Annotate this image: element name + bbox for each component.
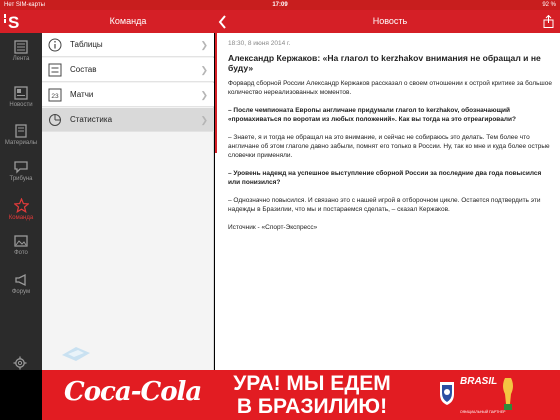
articles-icon <box>14 124 28 138</box>
chat-icon <box>14 160 28 174</box>
article-question: – Уровень надежд на успешное выступление сборной России за последние два года повысился или понизился? <box>228 170 542 186</box>
brand-logo: Coca-Cola <box>64 377 202 407</box>
article-title: Александр Кержаков: «На глагол to kerzhakov внимания не обращал и не буду» <box>228 53 541 73</box>
scroll-indicator <box>215 33 217 153</box>
status-bar <box>0 0 560 10</box>
football-union-crest-icon <box>438 380 456 406</box>
page-title: Новость <box>372 16 408 26</box>
team-menu-panel <box>42 33 214 370</box>
sidebar-item-label: Форум <box>11 289 31 295</box>
sidebar-item-label: Команда <box>8 215 34 221</box>
sidebar-item-feed[interactable] <box>0 35 42 75</box>
menu-item-matches[interactable] <box>42 83 214 107</box>
partner-text: ОФИЦИАЛЬНЫЙ ПАРТНЕР <box>460 410 506 414</box>
menu-item-roster[interactable] <box>42 58 214 82</box>
menu-item-label: Матчи <box>70 90 94 99</box>
watermark-logo <box>58 343 98 365</box>
sidebar-item-forum[interactable] <box>0 268 42 308</box>
brasil-logo-text: BRASIL <box>460 376 498 387</box>
menu-item-tables[interactable] <box>42 33 214 57</box>
photo-icon <box>14 234 28 248</box>
trophy-icon <box>500 376 516 414</box>
carrier-label: Нет SIM-карты <box>4 2 45 8</box>
sidebar-item-articles[interactable] <box>0 119 42 159</box>
sidebar-item-tribune[interactable] <box>0 155 42 195</box>
list-icon <box>48 63 62 77</box>
menu-item-statistics[interactable] <box>42 108 214 132</box>
star-icon <box>14 198 29 213</box>
info-icon <box>48 38 62 52</box>
sidebar-item-label: Материалы <box>4 140 38 146</box>
sidebar-item-news[interactable] <box>0 81 42 121</box>
battery-label: 92 % <box>542 2 556 8</box>
app-logo[interactable] <box>2 12 35 33</box>
calendar-day: 23 <box>51 93 59 100</box>
news-icon <box>14 86 28 100</box>
article-date: 18:30, 8 июня 2014 г. <box>228 40 291 47</box>
share-button[interactable] <box>543 15 554 28</box>
pie-chart-icon <box>48 113 62 127</box>
sidebar-item-label: Фото <box>14 250 28 256</box>
article-content <box>228 53 553 241</box>
sidebar-item-team[interactable] <box>0 193 42 233</box>
article-question: – После чемпионата Европы англичане придумали глагол to kerzhakov, обозначающий «промахиваться по воротам из любых положений». Как вы тогда на это отреагировали? <box>228 107 516 123</box>
menu-item-label: Состав <box>70 65 97 74</box>
megaphone-icon <box>14 273 28 287</box>
clock: 17:09 <box>272 2 288 8</box>
ad-line-1: УРА! МЫ ЕДЕМ <box>233 372 391 395</box>
article-paragraph: – Однозначно повысился. И связано это с нашей игрой в отборочном цикле. Остается подтвердить эти надежды в Бразилии, что мы и постараемся сделать, – сказал Кержаков. <box>228 197 541 213</box>
sidebar-nav <box>0 33 42 370</box>
ad-banner[interactable] <box>42 370 560 420</box>
chevron-right-icon: ❯ <box>200 115 208 125</box>
feed-icon <box>14 40 28 54</box>
article-source: Источник - «Спорт-Экспресс» <box>228 224 318 231</box>
sidebar-item-label: Лента <box>12 56 30 62</box>
sidebar-item-label: Трибуна <box>9 176 33 182</box>
article-paragraph: Форвард сборной России Александр Кержаков рассказал о своем отношении к острой критике за большое количество нереализованных моментов. <box>228 80 552 96</box>
gear-icon[interactable] <box>13 356 27 370</box>
chevron-right-icon: ❯ <box>200 90 208 100</box>
ad-line-2: В БРАЗИЛИЮ! <box>236 395 388 418</box>
sidebar-item-photo[interactable] <box>0 229 42 269</box>
chevron-right-icon: ❯ <box>200 40 208 50</box>
logo-mark <box>4 14 6 24</box>
logo-letter-icon: S <box>8 13 20 32</box>
calendar-icon <box>48 88 62 102</box>
article-paragraph: – Знаете, я и тогда не обращал на это внимание, и сейчас не собираюсь это делать. Тем более что англичане об этом глаголе давно забыли, помнят его только в России. Ну, так ко мне и куда более острые словечки применяли. <box>228 134 550 159</box>
sidebar-item-label: Новости <box>9 102 33 108</box>
chevron-right-icon: ❯ <box>200 65 208 75</box>
menu-item-label: Таблицы <box>70 40 103 49</box>
share-icon <box>543 15 554 28</box>
menu-item-label: Статистика <box>70 115 113 124</box>
article-panel <box>215 33 560 370</box>
ad-tagline <box>202 372 422 418</box>
panel-title: Команда <box>109 16 147 26</box>
